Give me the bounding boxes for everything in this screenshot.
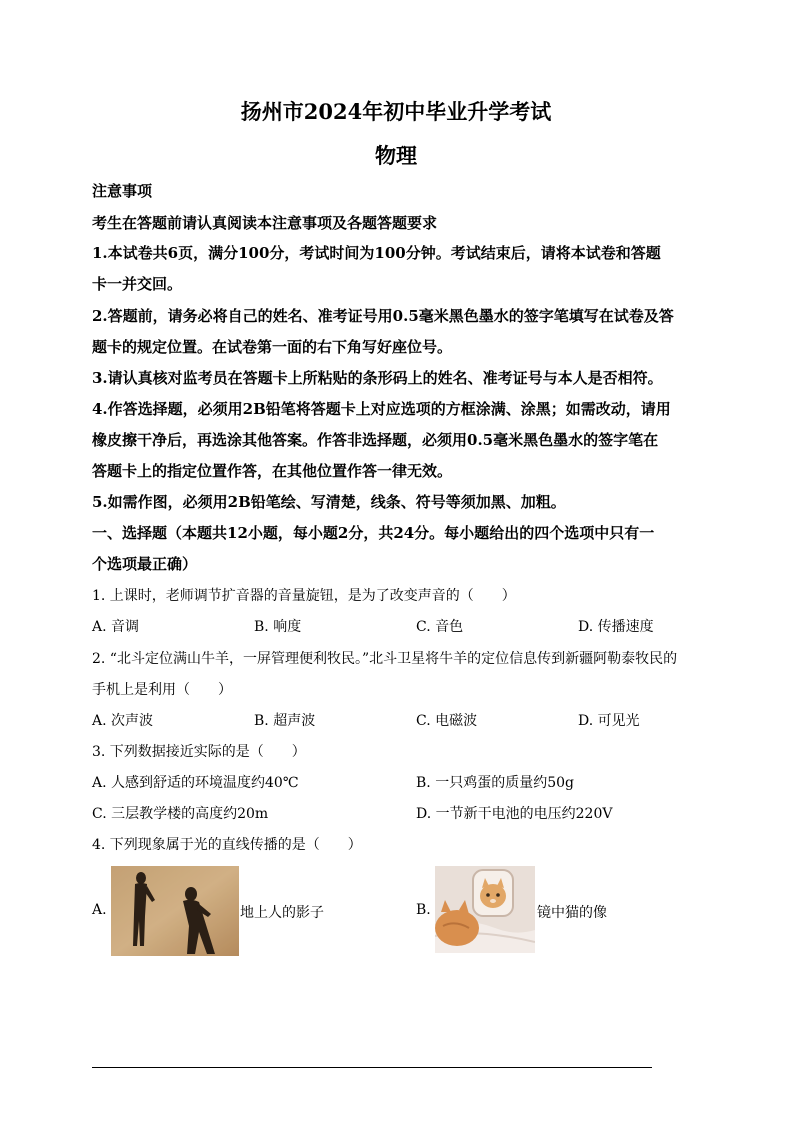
q3-option-a[interactable]: A. 人感到舒适的环境温度约40℃ (92, 775, 299, 791)
shadow-photo[interactable] (111, 866, 239, 956)
q2-option-b[interactable]: B. 超声波 (254, 713, 316, 729)
cat-mirror-photo[interactable] (435, 866, 535, 953)
q1-option-d[interactable]: D. 传播速度 (578, 619, 654, 635)
notice-heading: 注意事项 (92, 182, 153, 200)
notice-item-line: 卡一并交回。 (92, 275, 183, 293)
q1-option-a[interactable]: A. 音调 (92, 619, 140, 635)
notice-item-line: 答题卡上的指定位置作答，在其他位置作答一律无效。 (92, 462, 453, 480)
q4-option-a-text: 地上人的影子 (240, 905, 324, 921)
q4-option-b-text: 镜中猫的像 (537, 905, 607, 921)
q3-option-b[interactable]: B. 一只鸡蛋的质量约50g (416, 775, 574, 791)
question-4-stem: 4. 下列现象属于光的直线传播的是（ ） (92, 837, 362, 853)
notice-item-line: 橡皮擦干净后，再选涂其他答案。作答非选择题，必须用0.5毫米黑色墨水的签字笔在 (92, 431, 659, 449)
q3-option-d[interactable]: D. 一节新干电池的电压约220V (416, 806, 613, 822)
q2-option-c[interactable]: C. 电磁波 (416, 713, 478, 729)
q4-option-b-label[interactable]: B. (416, 902, 431, 918)
q1-option-b[interactable]: B. 响度 (254, 619, 302, 635)
notice-item-line: 1.本试卷共6页，满分100分，考试时间为100分钟。考试结束后，请将本试卷和答题 (92, 244, 661, 262)
question-2-stem-cont: 手机上是利用（ ） (92, 682, 232, 698)
notice-intro: 考生在答题前请认真阅读本注意事项及各题答题要求 (92, 214, 438, 232)
notice-item-line: 3.请认真核对监考员在答题卡上所粘贴的条形码上的姓名、准考证号与本人是否相符。 (92, 369, 663, 387)
shadow-photo-image (111, 866, 239, 956)
q1-option-c[interactable]: C. 音色 (416, 619, 464, 635)
notice-item-line: 4.作答选择题，必须用2B铅笔将答题卡上对应选项的方框涂满、涂黑；如需改动，请用 (92, 400, 671, 418)
section-heading: 一、选择题（本题共12小题，每小题2分，共24分。每小题给出的四个选项中只有一 (92, 524, 655, 542)
question-2-stem: 2. “北斗定位满山牛羊，一屏管理便利牧民。”北斗卫星将牛羊的定位信息传到新疆阿勒泰牧民的 (92, 651, 678, 667)
q3-option-c[interactable]: C. 三层教学楼的高度约20m (92, 806, 269, 822)
notice-item-line: 题卡的规定位置。在试卷第一面的右下角写好座位号。 (92, 338, 453, 356)
footer-divider (92, 1067, 652, 1068)
q2-option-d[interactable]: D. 可见光 (578, 713, 640, 729)
notice-item-line: 2.答题前，请务必将自己的姓名、准考证号用0.5毫米黑色墨水的签字笔填写在试卷及答 (92, 307, 674, 325)
question-1-stem: 1. 上课时，老师调节扩音器的音量旋钮，是为了改变声音的（ ） (92, 588, 516, 604)
q4-option-a-label[interactable]: A. (92, 902, 107, 918)
cat-mirror-image (435, 866, 535, 953)
exam-subject: 物理 (375, 143, 417, 168)
section-heading-cont: 个选项最正确） (92, 555, 198, 573)
question-3-stem: 3. 下列数据接近实际的是（ ） (92, 744, 306, 760)
q2-option-a[interactable]: A. 次声波 (92, 713, 154, 729)
exam-title: 扬州市2024年初中毕业升学考试 (240, 99, 552, 124)
notice-item-line: 5.如需作图，必须用2B铅笔绘、写清楚，线条、符号等须加黑、加粗。 (92, 493, 566, 511)
